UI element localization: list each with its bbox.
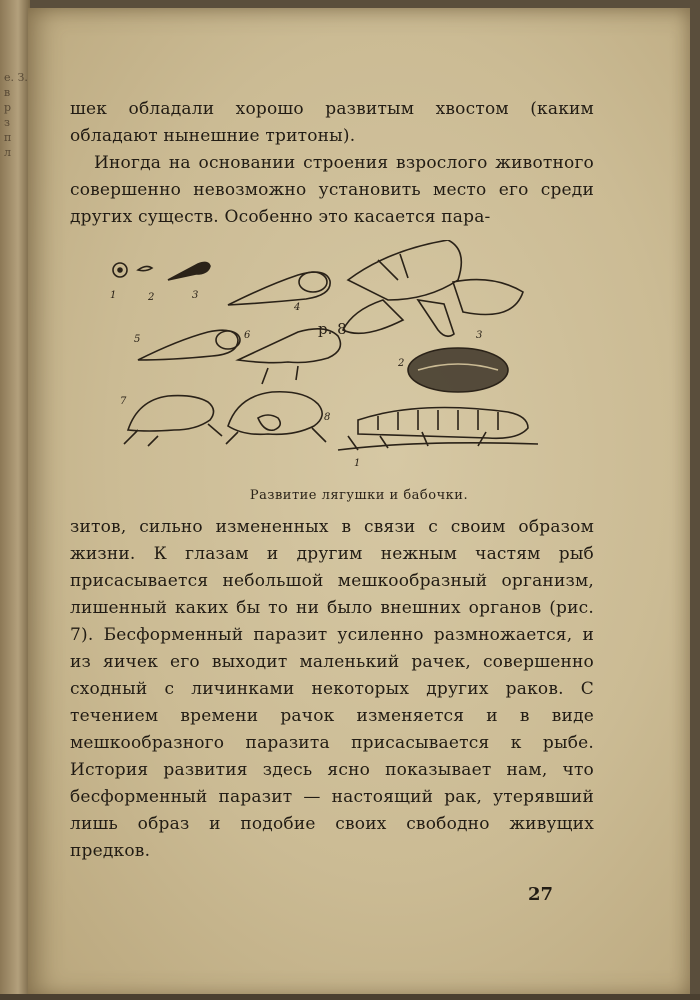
figure-number-label: р. 8 [318,320,347,338]
pupa-icon [408,348,508,392]
bottom-shadow-strip [0,994,700,1000]
tadpole-large-icon [228,272,330,305]
svg-text:7: 7 [120,396,127,407]
svg-text:3: 3 [476,330,483,341]
paragraph-2: Иногда на основании строения взрослого животного совершенно невозможно установить место его среди других существ. Особенно это касается пара- [70,153,594,227]
svg-text:2: 2 [148,292,155,303]
frog-left-icon [124,396,222,446]
bottom-text [70,514,594,865]
book-page [28,8,690,998]
left-page-fragment: е. З. в р з п л [4,71,28,159]
svg-text:4: 4 [294,302,301,313]
svg-text:1: 1 [354,458,361,469]
frog-right-icon [226,392,326,444]
svg-text:3: 3 [192,290,199,301]
left-page-edge [0,0,30,1000]
caterpillar-icon [358,408,528,439]
tadpole-small-icon [138,266,152,270]
svg-text:8: 8 [324,412,331,423]
svg-text:6: 6 [244,330,251,341]
figure-caption: Развитие лягушки и бабочки. [249,488,469,503]
svg-text:5: 5 [134,334,141,345]
frog-butterfly-development-drawing [98,240,538,480]
paragraph-continued: шек обладали хорошо развитым хвостом (каким обладают нынешние тритоны). [70,99,594,146]
svg-text:1: 1 [110,290,117,301]
svg-text:2: 2 [398,358,405,369]
moth-icon [343,240,523,336]
page-number: 27 [528,884,554,905]
tadpole-row2-left-icon [138,330,238,360]
tadpole-medium-icon [168,262,210,280]
top-text [70,96,594,231]
paragraph-3: зитов, сильно измененных в связи с своим образом жизни. К глазам и другим нежным частям рыб присасывается небольшой мешкообразный организм, лишенный каких бы то ни было внешних органов (рис. 7). Бесформенный паразит усиленно размножается, и из яичек его выходит маленький рачек, совершенно сходный с личинками некоторых других раков. С течением времени рачок изменяется и в виде мешкообразного паразита присасывается к рыбе. История развития здесь ясно показывает нам, что бесформенный паразит — настоящий рак, утерявший лишь образ и подобие своих свободно живущих предков. [70,517,594,861]
figure-illustration [98,240,538,480]
